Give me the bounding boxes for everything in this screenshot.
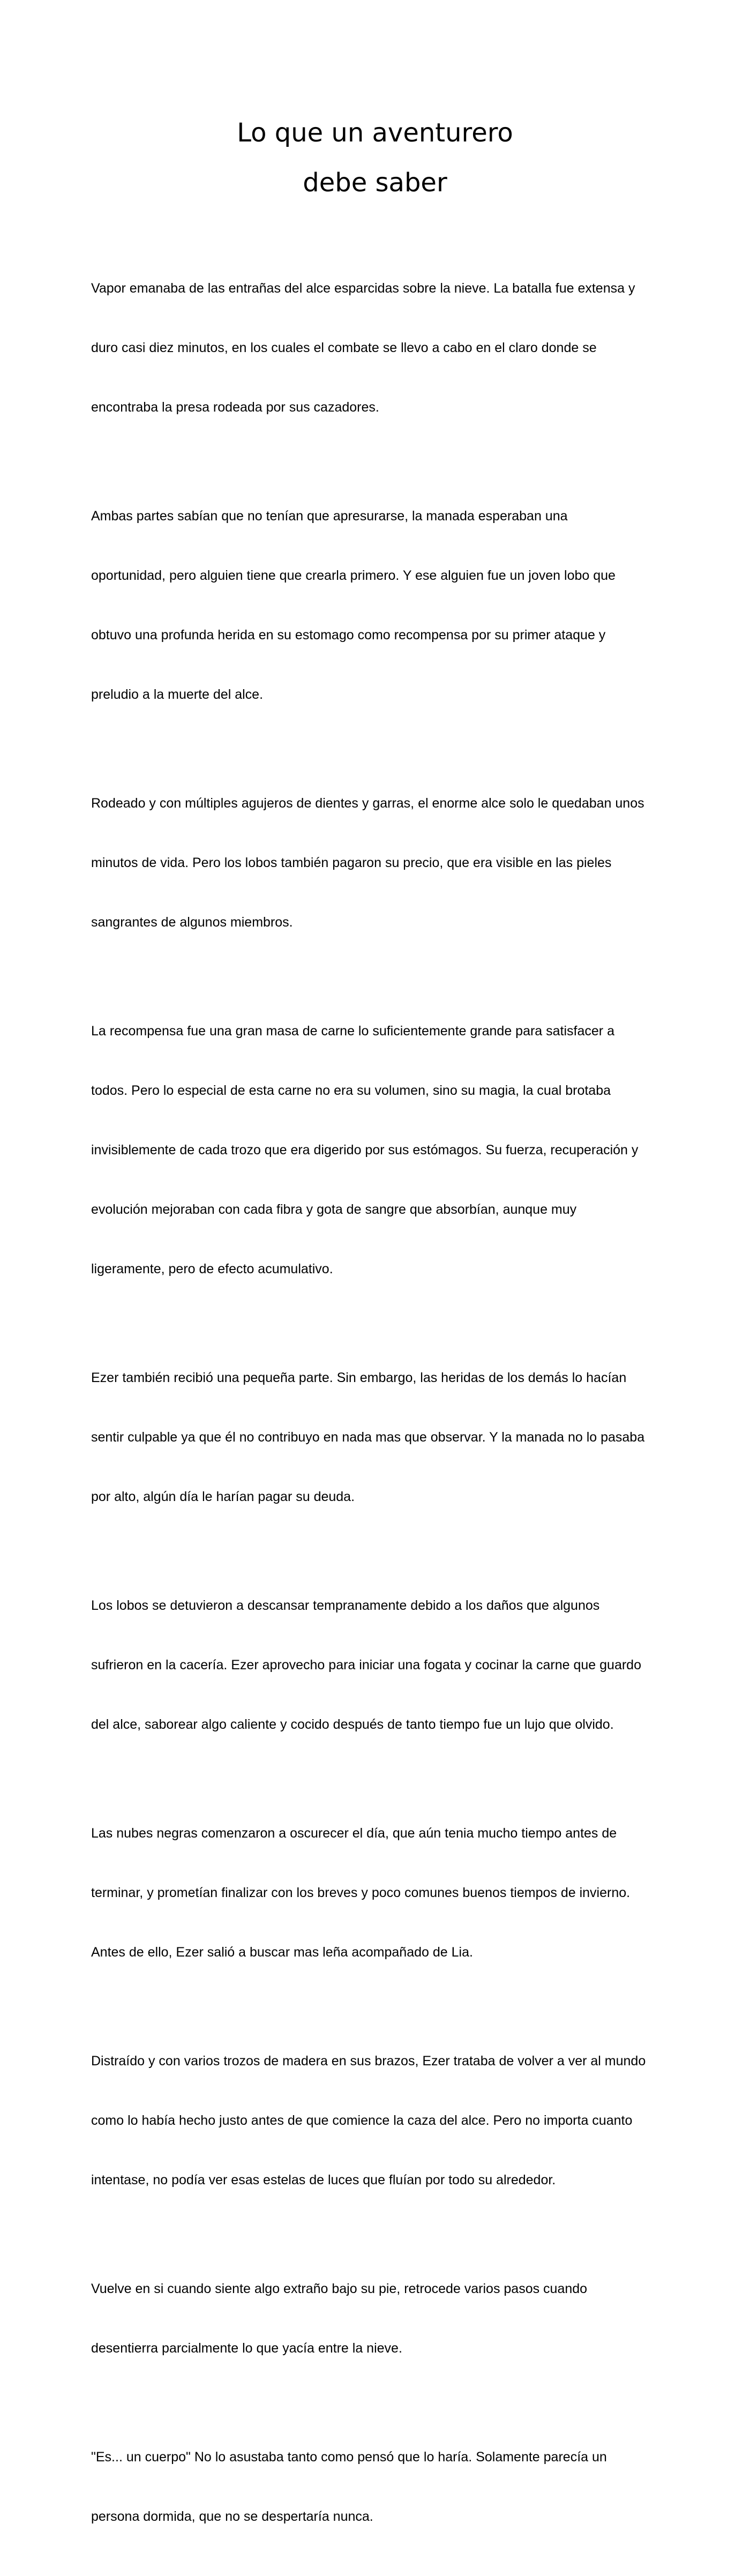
paragraph-2	[91, 467, 675, 744]
paragraph-line: ligeramente, pero de efecto acumulativo.	[91, 1261, 333, 1276]
paragraph-line: intentase, no podía ver esas estelas de luces que fluían por todo su alrededor.	[91, 2172, 556, 2187]
title-line-2: debe saber	[303, 168, 447, 198]
paragraph-4	[91, 982, 675, 1319]
paragraph-line: Vapor emanaba de las entrañas del alce esparcidas sobre la nieve. La batalla fue extensa y	[91, 281, 635, 296]
paragraph-line: Ezer también recibió una pequeña parte. Sin embargo, las heridas de los demás lo hacían	[91, 1370, 627, 1385]
paragraph-3	[91, 754, 675, 972]
paragraph-line: preludio a la muerte del alce.	[91, 687, 264, 702]
paragraph-7	[91, 1784, 675, 2002]
paragraph-line: duro casi diez minutos, en los cuales el combate se llevo a cabo en el claro donde se	[91, 340, 597, 355]
paragraph-line: obtuvo una profunda herida en su estomago como recompensa por su primer ataque y	[91, 628, 606, 643]
paragraph-line: del alce, saborear algo caliente y cocido después de tanto tiempo fue un lujo que olvido.	[91, 1717, 614, 1732]
paragraph-line: Las nubes negras comenzaron a oscurecer el día, que aún tenia mucho tiempo antes de	[91, 1826, 617, 1841]
paragraph-line: encontraba la presa rodeada por sus cazadores.	[91, 400, 379, 415]
paragraph-line: persona dormida, que no se despertaría nunca.	[91, 2509, 373, 2524]
paragraph-line: sentir culpable ya que él no contribuyo en nada mas que observar. Y la manada no lo pasaba	[91, 1430, 645, 1445]
paragraph-line: Rodeado y con múltiples agujeros de dientes y garras, el enorme alce solo le quedaban unos	[91, 796, 644, 811]
paragraph-line: "Es... un cuerpo" No lo asustaba tanto como pensó que lo haría. Solamente parecía un	[91, 2450, 607, 2465]
paragraph-line: invisiblemente de cada trozo que era digerido por sus estómagos. Su fuerza, recuperación y	[91, 1143, 639, 1158]
paragraph-1	[91, 239, 675, 457]
paragraph-line: Vuelve en si cuando siente algo extraño bajo su pie, retrocede varios pasos cuando	[91, 2281, 588, 2296]
paragraph-line: evolución mejoraban con cada fibra y gota de sangre que absorbían, aunque muy	[91, 1202, 577, 1217]
document-body	[91, 239, 675, 2576]
paragraph-6	[91, 1556, 675, 1774]
paragraph-8	[91, 2012, 675, 2230]
paragraph-line: Ambas partes sabían que no tenían que apresurarse, la manada esperaban una	[91, 509, 568, 524]
paragraph-line: Antes de ello, Ezer salió a buscar mas leña acompañado de Lia.	[91, 1945, 473, 1960]
paragraph-line: minutos de vida. Pero los lobos también pagaron su precio, que era visible en las pieles	[91, 855, 612, 870]
paragraph-10	[91, 2408, 675, 2566]
paragraph-line: Los lobos se detuvieron a descansar tempranamente debido a los daños que algunos	[91, 1598, 600, 1613]
paragraph-line: terminar, y prometían finalizar con los breves y poco comunes buenos tiempos de invierno.	[91, 1885, 631, 1900]
paragraph-line: todos. Pero lo especial de esta carne no era su volumen, sino su magia, la cual brotaba	[91, 1083, 611, 1098]
paragraph-5	[91, 1328, 675, 1547]
title-line-1: Lo que un aventurero	[237, 118, 513, 148]
paragraph-line: por alto, algún día le harían pagar su deuda.	[91, 1489, 355, 1504]
paragraph-9	[91, 2239, 675, 2398]
document-title	[0, 108, 750, 208]
paragraph-line: oportunidad, pero alguien tiene que crearla primero. Y ese alguien fue un joven lobo que	[91, 568, 616, 583]
paragraph-line: sufrieron en la cacería. Ezer aprovecho para iniciar una fogata y cocinar la carne que guardo	[91, 1657, 641, 1672]
paragraph-line: como lo había hecho justo antes de que comience la caza del alce. Pero no importa cuanto	[91, 2113, 633, 2128]
paragraph-line: La recompensa fue una gran masa de carne lo suficientemente grande para satisfacer a	[91, 1024, 614, 1039]
paragraph-line: Distraído y con varios trozos de madera en sus brazos, Ezer trataba de volver a ver al mundo	[91, 2054, 646, 2069]
paragraph-line: desentierra parcialmente lo que yacía entre la nieve.	[91, 2341, 402, 2356]
paragraph-line: sangrantes de algunos miembros.	[91, 915, 293, 930]
